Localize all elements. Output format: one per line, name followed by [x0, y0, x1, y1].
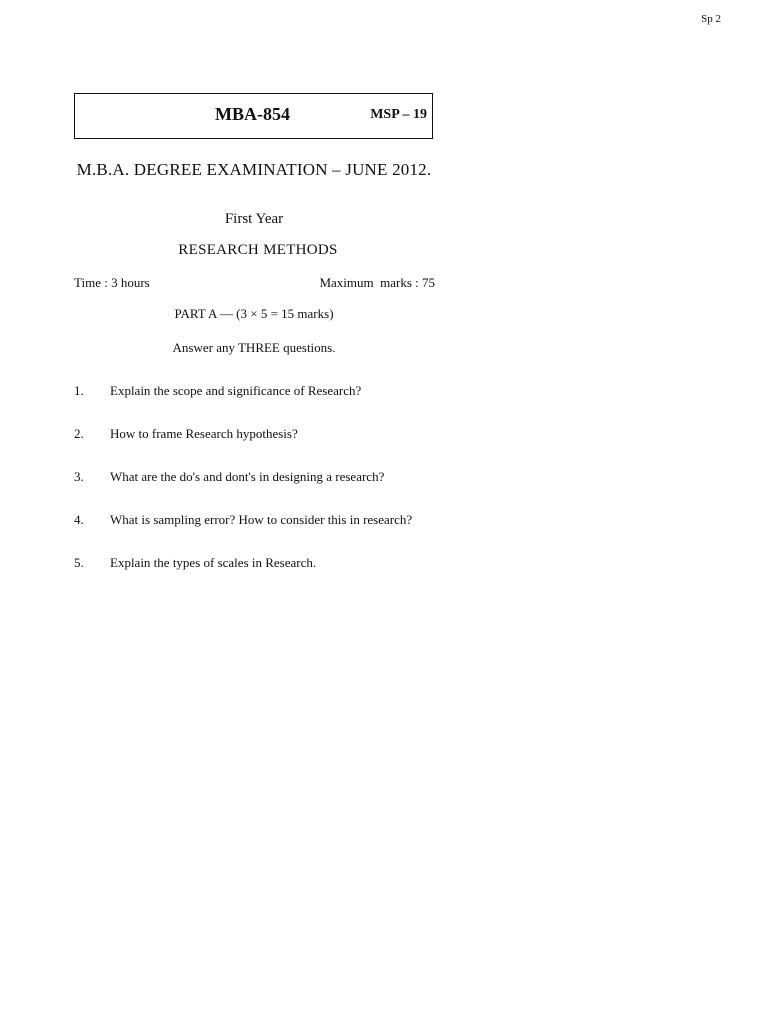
series-code: MSP – 19 [370, 107, 427, 122]
question-text: Explain the types of scales in Research. [110, 555, 317, 570]
question-item [74, 425, 435, 442]
part-a-heading: PART A — (3 × 5 = 15 marks) [174, 306, 334, 321]
time-marks-line [74, 275, 435, 291]
question-item [74, 511, 435, 528]
question-text: What is sampling error? How to consider this in research? [110, 512, 413, 527]
question-item [74, 382, 435, 399]
exam-title: M.B.A. DEGREE EXAMINATION – JUNE 2012. [76, 160, 432, 179]
paper-code: MBA-854 [215, 104, 290, 124]
page-corner-code: Sp 2 [701, 13, 721, 25]
exam-year: First Year [224, 211, 284, 227]
part-a-instructions: Answer any THREE questions. [172, 340, 336, 355]
question-item [74, 554, 435, 571]
question-number: 2. [74, 426, 84, 441]
subject-title: RESEARCH METHODS [178, 242, 338, 258]
question-number: 1. [74, 383, 84, 398]
question-list [74, 382, 435, 571]
question-text: What are the do's and dont's in designing a research? [110, 469, 385, 484]
header-box [74, 93, 433, 139]
question-number: 4. [74, 512, 84, 527]
time-allowed: Time : 3 hours [74, 275, 150, 290]
maximum-marks: Maximum marks : 75 [319, 275, 435, 290]
question-item [74, 468, 435, 485]
question-number: 3. [74, 469, 84, 484]
question-text: How to frame Research hypothesis? [110, 426, 298, 441]
question-text: Explain the scope and significance of Research? [110, 383, 362, 398]
question-number: 5. [74, 555, 84, 570]
